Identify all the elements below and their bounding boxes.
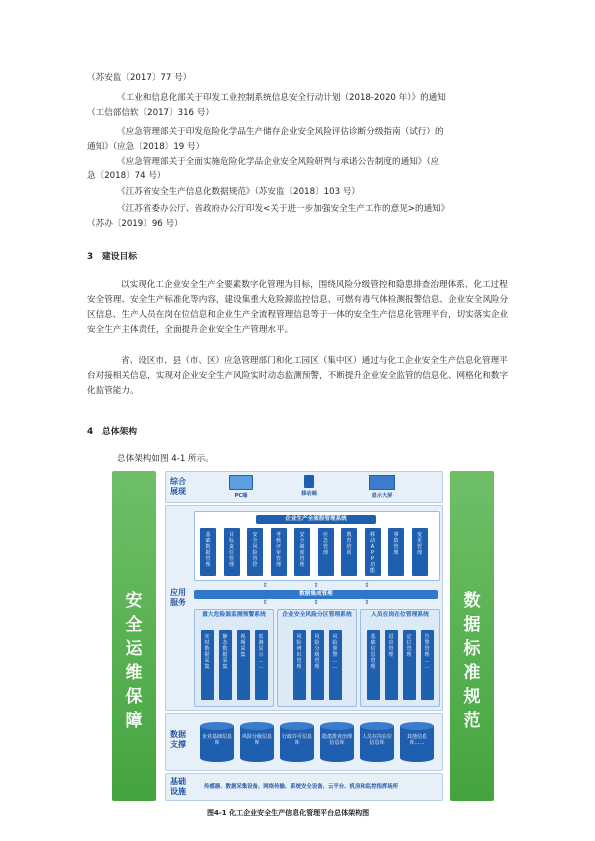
subsystem-module: 告 警 管 理 … …	[421, 630, 434, 700]
device-pc: PC端	[216, 475, 266, 499]
subsystem-module: 风 险 分 级 管 理	[311, 630, 324, 700]
system-module: 移 动 A P P 功 能	[365, 528, 381, 576]
section-heading: 4 总体架构	[87, 427, 138, 437]
system-module: 考 核 评 审 管 理	[271, 528, 287, 576]
database-label: 人员在岗在位信息库	[362, 734, 393, 747]
reference-line: （苏安监〔2017〕77 号）	[87, 73, 192, 83]
subsystem-panel	[277, 609, 357, 707]
right-column	[450, 471, 494, 801]
system-module: 安 全 制 度 管 理	[294, 528, 310, 576]
subsystem-module: 风 险 辨 识 管 理	[293, 630, 306, 700]
figure-caption: 图4-1 化工企业安全生产信息化管理平台总体架构图	[207, 809, 370, 817]
database-cylinder	[360, 722, 394, 762]
database-cylinder	[200, 722, 234, 762]
database-label: 隐患排查治理信息库	[322, 734, 353, 747]
subsystem-panel	[194, 609, 274, 707]
system-module: 变 更 管 理	[412, 528, 428, 576]
display-screen-icon	[369, 475, 395, 490]
reference-line: 急〔2018〕74 号）	[87, 171, 166, 181]
full-process-header: 企业生产全流程管理系统	[256, 515, 376, 524]
layer-label: 基础设施	[170, 777, 186, 796]
subsystem-module: 基 础 信 息 管 理	[367, 630, 380, 700]
subsystem-title: 企业安全风险分区管理系统	[282, 612, 352, 618]
layer-data	[165, 713, 443, 771]
reference-line: 《应急管理部关于印发危险化学品生产储存企业安全风险评估诊断分级指南（试行）的	[117, 127, 444, 137]
system-module: 安 全 风 险 管 控	[247, 528, 263, 576]
subsystem-module: 定 位 管 理	[403, 630, 416, 700]
left-column	[112, 471, 156, 801]
body-paragraph: 以实现化工企业安全生产全要素数字化管理为目标，围绕风险分级管控和隐患排查治理体系、化工过程安全管理、安全生产标准化等内容，建设集重大危险源监控信息、可燃有毒气体检测报警信息、企业安全风险分区信息、生产人员在岗在位信息和企业生产全流程管理信息等于一体的安全生产信息化管理平台，切实落实企业安全生产主体责任，全面提升企业安全生产管理水平。	[87, 280, 509, 335]
monitor-icon	[229, 475, 253, 490]
layer-infrastructure	[165, 773, 443, 801]
database-label: 企业基础信息库	[202, 734, 233, 747]
right-column-label: 数 据 标 准 规 范	[463, 591, 481, 731]
reference-line: （工信部信软〔2017〕316 号）	[87, 108, 214, 118]
layer-presentation	[165, 471, 443, 503]
layer-label: 综合展现	[170, 477, 186, 496]
layer-application	[165, 505, 443, 711]
reference-line: 《工业和信息化部关于印发工业控制系统信息安全行动计划（2018-2020 年）》的通知	[117, 93, 446, 103]
database-label: 风险分级信息库	[242, 734, 273, 747]
arrows-down-icon: ⇕ ⇕ ⇕	[262, 599, 370, 606]
subsystem-module: 进 出 管 理	[385, 630, 398, 700]
left-column-label: 安 全 运 维 保 障	[125, 591, 143, 731]
reference-line: 《应急管理部关于全面实施危险化学品企业安全风险研判与承诺公告制度的通知》（应	[117, 157, 440, 167]
subsystem-module: 实 时 数 据 采 集	[201, 630, 214, 700]
reference-line: 通知》（应急〔2018〕19 号）	[87, 142, 205, 152]
layer-label: 应用服务	[170, 588, 186, 607]
database-cylinder	[320, 722, 354, 762]
system-module: 教 育 培 训	[341, 528, 357, 576]
subsystem-title: 重大危险源监测预警系统	[202, 612, 266, 618]
system-module: 事 故 管 理	[388, 528, 404, 576]
database-label: 其他信息库……	[406, 734, 427, 747]
architecture-center	[165, 471, 441, 801]
system-module: 基 础 数 据 管 理	[200, 528, 216, 576]
device-mobile: 移动端	[284, 475, 334, 497]
figure-intro: 总体架构如图 4-1 所示。	[117, 454, 214, 464]
subsystem-module: 风 险 预 警 … …	[329, 630, 342, 700]
database-cylinder	[400, 722, 434, 762]
section-heading: 3 建设目标	[87, 252, 138, 262]
system-module: 应 急 管 理	[318, 528, 334, 576]
device-big-screen: 显示大屏	[352, 475, 412, 499]
subsystem-module: 静 态 数 据 采 集	[219, 630, 232, 700]
database-label: 行政许可信息库	[282, 734, 313, 747]
architecture-figure	[108, 468, 498, 804]
layer-label: 数据支撑	[170, 730, 186, 749]
database-cylinder	[240, 722, 274, 762]
database-cylinder	[280, 722, 314, 762]
infrastructure-text: 传感器、数据采集设备、网络传输、系统安全设备、云平台、机房和监控指挥场所	[204, 784, 399, 790]
data-integration-bus: 数据集成管理	[194, 590, 438, 599]
arrows-up-icon: ⇕ ⇕ ⇕	[262, 582, 370, 589]
subsystem-module: 监 测 显 示 … …	[255, 630, 268, 700]
reference-line: 《江苏省安全生产信息化数据规范》（苏安监〔2018〕103 号）	[117, 187, 360, 197]
system-module: 目 标 责 任 管 理	[224, 528, 240, 576]
subsystem-module: 视 频 采 集	[237, 630, 250, 700]
reference-line: 《江苏省委办公厅、省政府办公厅印发<关于进一步加强安全生产工作的意见>的通知》	[117, 204, 450, 214]
body-paragraph: 省、设区市、县（市、区）应急管理部门和化工园区（集中区）通过与化工企业安全生产信息化管理平台对接相关信息，实现对企业安全生产风险实时动态监测预警，不断提升企业安全监管的信息化、网格化和数字化监管能力。	[87, 356, 509, 396]
subsystem-title: 人员在岗在位管理系统	[371, 612, 429, 618]
reference-line: （苏办〔2019〕96 号）	[87, 219, 183, 229]
subsystem-panel	[360, 609, 440, 707]
tablet-icon	[304, 475, 314, 488]
